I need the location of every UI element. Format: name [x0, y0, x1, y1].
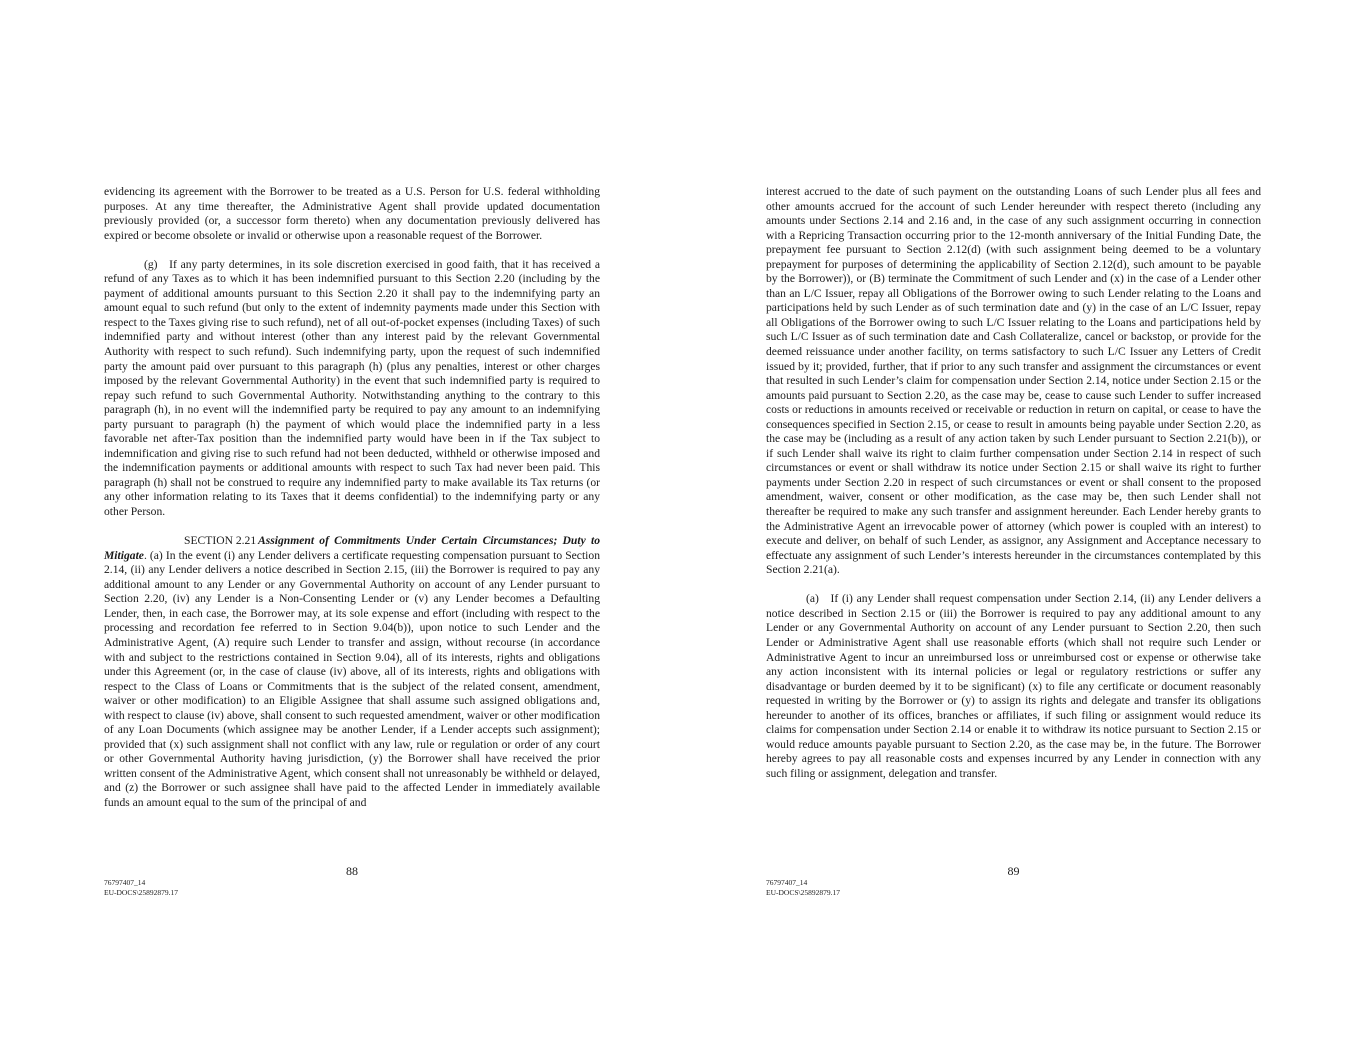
section-number: SECTION 2.21: [184, 534, 257, 548]
paragraph-continuation: evidencing its agreement with the Borrower to be treated as a U.S. Person for U.S. federal withholding purposes. At any time thereafter, the Administrative Agent shall provide updated documentation previously provided (or, a successor form thereto) when any documentation previously delivered has expired or become obsolete or invalid or otherwise upon a reasonable request of the Borrower.: [104, 185, 600, 242]
document-id-line-1: 76797407_14: [766, 878, 808, 887]
document-id-line-2: EU-DOCS\25892879.17: [766, 887, 840, 897]
right-page: [766, 0, 1261, 1055]
right-page-body: [766, 185, 1261, 781]
page-number: 89: [1007, 864, 1020, 878]
left-page: [104, 0, 600, 1055]
section-title: Assignment of Commitments Under Certain Circumstances; Duty to Mitigate: [104, 534, 600, 562]
left-page-body: [104, 185, 600, 811]
document-id-line-1: 76797407_14: [104, 878, 146, 887]
page-number: 88: [346, 864, 358, 878]
paragraph-g-tax-refund: (g) If any party determines, in its sole discretion exercised in good faith, that it has received a refund of any Taxes as to which it has been indemnified pursuant to this Section 2.20 (including by the payment of additional amounts pursuant to this Section 2.20 it shall pay to the indemnifying party an amount equal to such refund (but only to the extent of indemnity payments made under this Section with respect to the Taxes giving rise to such refund), net of all out-of-pocket expenses (including Taxes) of such indemnified party and without interest (other than any interest paid by the relevant Governmental Authority with respect to such refund). Such indemnifying party, upon the request of such indemnified party the amount paid over pursuant to this paragraph (h) (plus any penalties, interest or other charges imposed by the relevant Governmental Authority) in the event that such indemnified party is required to repay such refund to such Governmental Authority. Notwithstanding anything to the contrary to this paragraph (h), in no event will the indemnified party be required to pay any amount to an indemnifying party pursuant to paragraph (h) the payment of which would place the indemnified party in a less favorable net after-Tax position than the indemnified party would have been in if the Tax subject to indemnification and giving rise to such refund had not been deducted, withheld or otherwise imposed and the indemnification payments or additional amounts with respect to such Tax had never been paid. This paragraph (h) shall not be construed to require any indemnified party to make available its Tax returns (or any other information relating to its Taxes that it deems confidential) to the indemnifying party or any other Person.: [104, 257, 600, 519]
paragraph-a-mitigation: (a) If (i) any Lender shall request compensation under Section 2.14, (ii) any Lender delivers a notice described in Section 2.15 or (iii) the Borrower is required to pay any additional amount to any Lender or any Governmental Authority on account of any Lender pursuant to Section 2.20, then such Lender or Administrative Agent shall use reasonable efforts (which shall not require such Lender or Administrative Agent to incur an unreimbursed loss or unreimbursed cost or expense or otherwise take any action inconsistent with its internal policies or legal or regulatory restrictions or suffer any disadvantage or burden deemed by it to be significant) (x) to file any certificate or document reasonably requested in writing by the Borrower or (y) to assign its rights and delegate and transfer its obligations hereunder to another of its offices, branches or affiliates, if such filing or assignment would reduce its claims for compensation under Section 2.14 or enable it to withdraw its notice pursuant to Section 2.15 or would reduce amounts payable pursuant to Section 2.20, as the case may be, in the future. The Borrower hereby agrees to pay all reasonable costs and expenses incurred by any Lender in connection with any such filing or assignment, delegation and transfer.: [766, 592, 1261, 780]
document-id-line-2: EU-DOCS\25892879.17: [104, 887, 178, 897]
document-id-footer: [766, 878, 840, 897]
section-2-21-paragraph: [104, 534, 600, 810]
section-body: . (a) In the event (i) any Lender delivers a certificate requesting compensation pursuant to Section 2.14, (ii) any Lender delivers a notice described in Section 2.15, (iii) the Borrower is required to pay any additional amount to any Lender or any Governmental Authority on account of any Lender pursuant to Section 2.20, (iv) any Lender is a Non-Consenting Lender or (v) any Lender becomes a Defaulting Lender, then, in each case, the Borrower may, at its sole expense and effort (including with respect to the processing and recordation fee referred to in Section 9.04(b)), upon notice to such Lender and the Administrative Agent, (A) require such Lender to transfer and assign, without recourse (in accordance with and subject to the restrictions contained in Section 9.04), all of its interests, rights and obligations under this Agreement (or, in the case of clause (iv) above, all of its interests, rights and obligations with respect to the Class of Loans or Commitments that is the subject of the related consent, amendment, waiver or other modification) to an Eligible Assignee that shall assume such assigned obligations and, with respect to clause (iv) above, shall consent to such requested amendment, waiver or other modification of any Loan Documents (which assignee may be another Lender, if a Lender accepts such assignment); provided that (x) such assignment shall not conflict with any law, rule or regulation or order of any court or other Governmental Authority having jurisdiction, (y) the Borrower shall have received the prior written consent of the Administrative Agent, which consent shall not unreasonably be withheld or delayed, and (z) the Borrower or such assignee shall have paid to the affected Lender in immediately available funds an amount equal to the sum of the principal of and: [104, 548, 600, 809]
document-id-footer: [104, 878, 178, 897]
paragraph-continuation: interest accrued to the date of such payment on the outstanding Loans of such Lender plus all fees and other amounts accrued for the account of such Lender hereunder with respect thereto (including any amounts under Sections 2.14 and 2.16 and, in the case of any such assignment occurring in connection with a Repricing Transaction occurring prior to the 12-month anniversary of the Initial Funding Date, the prepayment fee pursuant to Section 2.12(d) (with such assignment being deemed to be a voluntary prepayment for purposes of determining the applicability of Section 2.12(d), such amount to be payable by the Borrower)), or (B) terminate the Commitment of such Lender and (x) in the case of a Lender other than an L/C Issuer, repay all Obligations of the Borrower owing to such Lender relating to the Loans and participations held by such Lender as of such termination date and (y) in the case of an L/C Issuer, repay all Obligations of the Borrower owing to such L/C Issuer relating to the Loans and participations held by such L/C Issuer as of such termination date and Cash Collateralize, cancel or backstop, or provide for the deemed reissuance under another facility, on terms satisfactory to such L/C Issuer any Letters of Credit issued by it; provided, further, that if prior to any such transfer and assignment the circumstances or event that resulted in such Lender’s claim for compensation under Section 2.14, notice under Section 2.15 or the amounts paid pursuant to Section 2.20, as the case may be, cease to cause such Lender to suffer increased costs or reductions in amounts received or receivable or reduction in return on capital, or cease to have the consequences specified in Section 2.15, or cease to result in amounts being payable under Section 2.20, as the case may be (including as a result of any action taken by such Lender pursuant to Section 2.21(b)), or if such Lender shall waive its right to claim further compensation under Section 2.14 in respect of such circumstances or event or shall withdraw its notice under Section 2.15 or shall waive its right to further payments under Section 2.20 in respect of such circumstances or event or shall consent to the proposed amendment, waiver, consent or other modification, as the case may be, then such Lender shall not thereafter be required to make any such transfer and assignment hereunder. Each Lender hereby grants to the Administrative Agent an irrevocable power of attorney (which power is coupled with an interest) to execute and deliver, on behalf of such Lender, as assignor, any Assignment and Acceptance necessary to effectuate any assignment of such Lender’s interests hereunder in the circumstances contemplated by this Section 2.21(a).: [766, 185, 1261, 577]
